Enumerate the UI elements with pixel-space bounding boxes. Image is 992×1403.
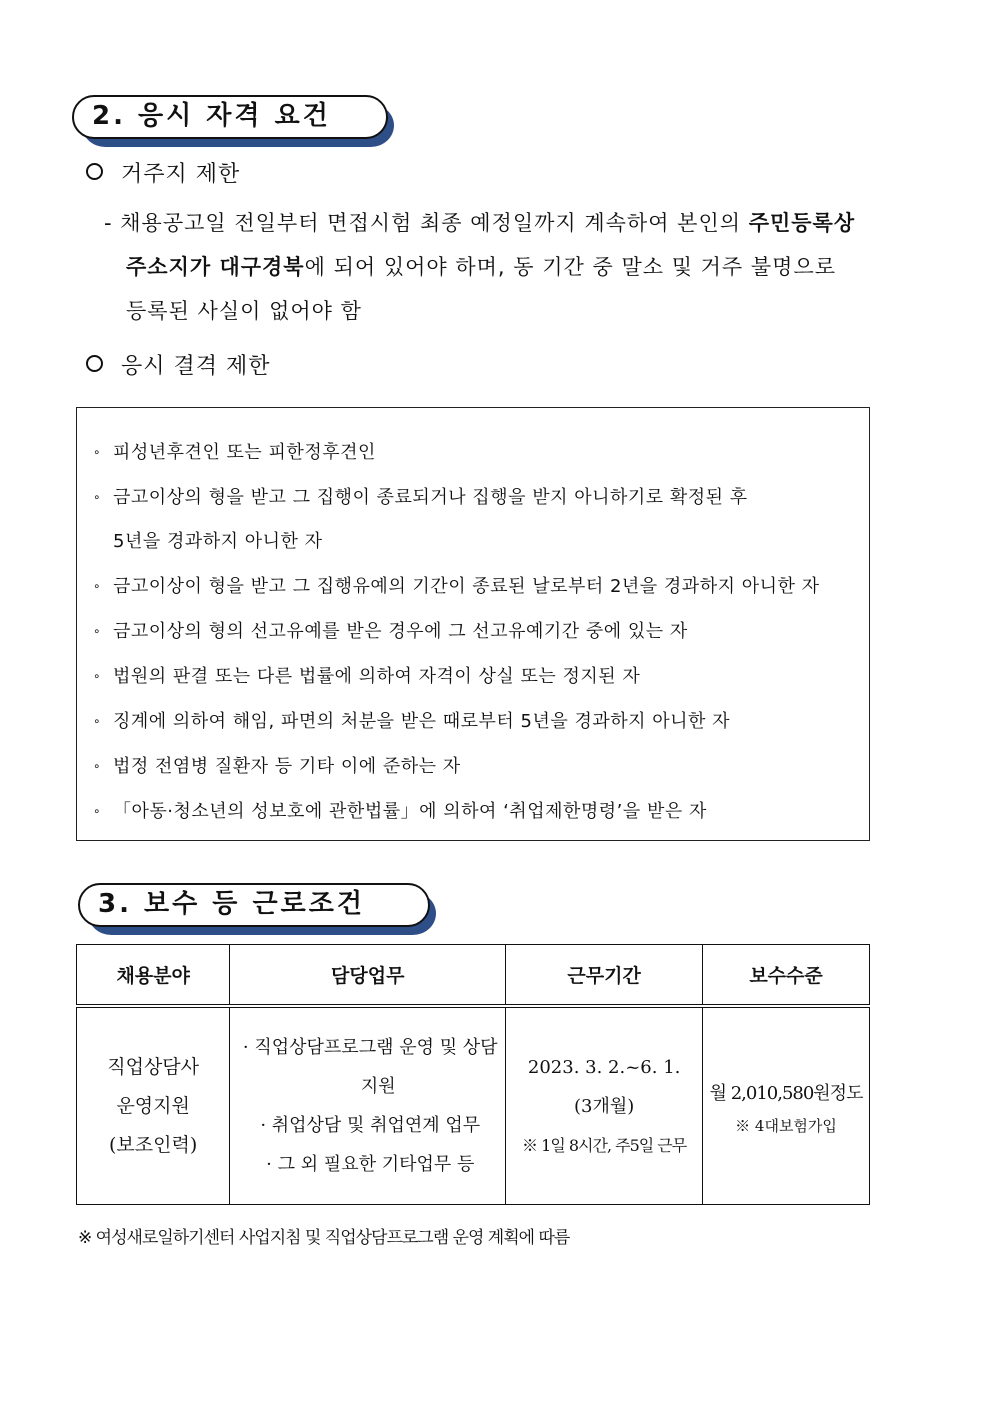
period-line: (3개월): [573, 1095, 635, 1117]
list-item-text: 금고이상의 형을 받고 그 집행이 종료되거나 집행을 받지 아니하기로 확정된 후: [113, 487, 748, 508]
list-item-text: 5년을 경과하지 아니한 자: [113, 531, 323, 552]
list-item: [93, 654, 859, 699]
disqualify-list: [93, 430, 859, 834]
small-circle-bullet-icon: ∘: [93, 445, 102, 459]
list-item: [93, 789, 859, 834]
disqualify-box: [76, 407, 870, 841]
section-3-title: 3. 보수 등 근로조건: [98, 889, 365, 919]
circle-bullet-icon: [86, 355, 103, 372]
cell-pay: [703, 1006, 870, 1205]
small-circle-bullet-icon: ∘: [93, 669, 102, 683]
small-circle-bullet-icon: ∘: [93, 804, 102, 818]
section-2-title: 2. 응시 자격 요건: [92, 101, 331, 131]
list-item-text: 징계에 의하여 해임, 파면의 처분을 받은 때로부터 5년을 경과하지 아니한 자: [113, 711, 731, 732]
working-conditions-table: [76, 944, 870, 1205]
list-item-text: 금고이상의 형의 선고유예를 받은 경우에 그 선고유예기간 중에 있는 자: [113, 621, 688, 642]
residence-line-1-bold: 주민등록상: [748, 211, 856, 235]
list-item-text: 법원의 판결 또는 다른 법률에 의하여 자격이 상실 또는 정지된 자: [113, 666, 641, 687]
header-duties: 담당업무: [230, 945, 506, 1007]
cell-period: [506, 1006, 703, 1205]
disqualify-heading-text: 응시 결격 제한: [121, 354, 271, 379]
list-item-text: 피성년후견인 또는 피한정후견인: [113, 442, 376, 463]
residence-line-1: [104, 201, 924, 245]
list-item: [93, 744, 859, 789]
period-line: 2023. 3. 2.~6. 1.: [527, 1056, 681, 1078]
field-line: (보조인력): [109, 1133, 198, 1156]
duty-line: · 취업상담 및 취업연계 업무: [260, 1115, 481, 1136]
residence-line-2-bold: 주소지가 대구경북: [126, 255, 305, 279]
footnote: ※ 여성새로일하기센터 사업지침 및 직업상담프로그램 운영 계획에 따름: [78, 1228, 570, 1248]
list-item: [93, 430, 859, 475]
header-pay: 보수수준: [703, 945, 870, 1007]
duty-line: 지원: [360, 1076, 396, 1097]
cell-duties: [230, 1006, 506, 1205]
small-circle-bullet-icon: ∘: [93, 624, 102, 638]
header-field: 채용분야: [77, 945, 230, 1007]
table-header-row: [77, 945, 870, 1007]
residence-heading-text: 거주지 제한: [121, 162, 241, 187]
residence-line-3: 등록된 사실이 없어야 함: [126, 299, 362, 323]
section-3-title-badge: [78, 883, 430, 927]
period-note: ※ 1일 8시간, 주5일 근무: [522, 1135, 687, 1155]
pay-note: ※ 4대보험가입: [735, 1116, 837, 1135]
residence-line-2-text: 에 되어 있어야 하며, 동 기간 중 말소 및 거주 불명으로: [304, 255, 837, 279]
small-circle-bullet-icon: ∘: [93, 714, 102, 728]
small-circle-bullet-icon: ∘: [93, 490, 102, 504]
list-item-text: 「아동·청소년의 성보호에 관한법률」에 의하여 ‘취업제한명령’을 받은 자: [113, 801, 707, 822]
list-item: [93, 699, 859, 744]
list-item: [93, 609, 859, 654]
section-2-title-badge: [72, 95, 388, 139]
field-line: 운영지원: [116, 1094, 190, 1117]
list-item-text: 금고이상이 형을 받고 그 집행유예의 기간이 종료된 날로부터 2년을 경과하지 아니한 자: [113, 576, 820, 597]
duty-line: · 그 외 필요한 기타업무 등: [266, 1154, 475, 1175]
small-circle-bullet-icon: ∘: [93, 759, 102, 773]
list-item: [93, 475, 859, 520]
circle-bullet-icon: [86, 163, 103, 180]
field-line: 직업상담사: [107, 1055, 200, 1078]
residence-paragraph: [104, 201, 924, 333]
header-period: 근무기간: [506, 945, 703, 1007]
pay-amount: 월 2,010,580원정도: [709, 1082, 863, 1104]
disqualify-heading: [86, 352, 271, 382]
list-item-text: 법정 전염병 질환자 등 기타 이에 준하는 자: [113, 756, 461, 777]
small-circle-bullet-icon: ∘: [93, 579, 102, 593]
residence-heading: [86, 160, 240, 190]
residence-line-2: [104, 245, 924, 289]
residence-line-1-text: - 채용공고일 전일부터 면접시험 최종 예정일까지 계속하여 본인의: [104, 211, 749, 235]
list-item: [93, 564, 859, 609]
duty-line: · 직업상담프로그램 운영 및 상담: [242, 1037, 498, 1058]
list-item-continuation: [93, 520, 859, 564]
cell-field: [77, 1006, 230, 1205]
table-row: [77, 1006, 870, 1205]
